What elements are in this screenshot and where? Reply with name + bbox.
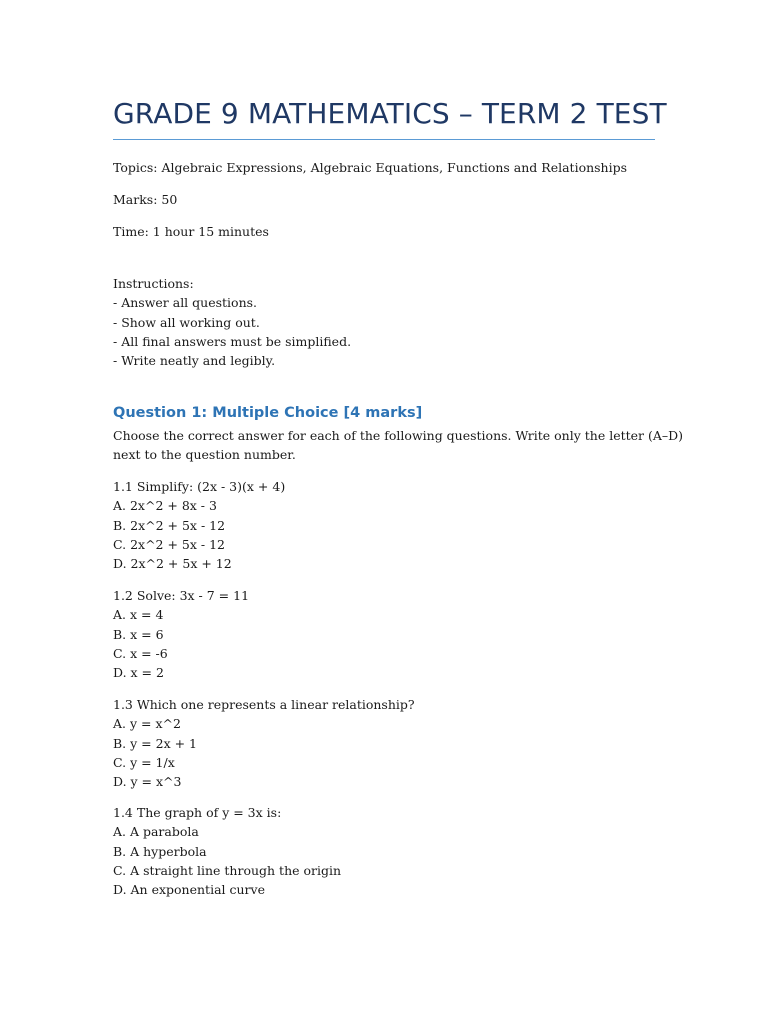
answer-option-b: B. x = 6 — [113, 626, 164, 642]
question-prompt: 1.2 Solve: 3x - 7 = 11 — [113, 588, 250, 603]
question-1-heading: Question 1: Multiple Choice [4 marks] — [113, 405, 423, 421]
answer-option-c: C. x = -6 — [113, 645, 168, 661]
instructions-block — [113, 274, 351, 370]
title-underline — [113, 139, 655, 140]
answer-option-c: C. 2x^2 + 5x - 12 — [113, 536, 225, 552]
answer-option-a: A. x = 4 — [113, 607, 164, 623]
answer-option-c: C. y = 1/x — [113, 754, 175, 770]
document-title: GRADE 9 MATHEMATICS – TERM 2 TEST — [113, 97, 667, 130]
instructions-heading: Instructions: — [113, 276, 194, 291]
instruction-item: - Show all working out. — [113, 314, 260, 330]
instruction-item: - Answer all questions. — [113, 295, 258, 311]
question-prompt: 1.4 The graph of y = 3x is: — [113, 805, 282, 820]
question-1-1 — [113, 477, 285, 573]
answer-option-b: B. y = 2x + 1 — [113, 735, 197, 751]
question-1-intro — [113, 426, 683, 465]
answer-option-a: A. y = x^2 — [113, 716, 181, 732]
intro-line: next to the question number. — [113, 447, 296, 463]
answer-option-d: D. An exponential curve — [113, 882, 265, 898]
question-prompt: 1.1 Simplify: (2x - 3)(x + 4) — [113, 479, 286, 494]
answer-option-d: D. x = 2 — [113, 665, 164, 681]
answer-option-d: D. y = x^3 — [113, 774, 182, 790]
question-1-2 — [113, 586, 249, 682]
answer-option-b: B. 2x^2 + 5x - 12 — [113, 517, 226, 533]
answer-option-a: A. 2x^2 + 8x - 3 — [113, 498, 217, 514]
answer-option-d: D. 2x^2 + 5x + 12 — [113, 556, 232, 572]
question-prompt: 1.3 Which one represents a linear relationship? — [113, 697, 415, 712]
instruction-item: - Write neatly and legibly. — [113, 353, 276, 369]
question-1-4 — [113, 803, 341, 899]
answer-option-a: A. A parabola — [113, 824, 199, 840]
time-line: Time: 1 hour 15 minutes — [113, 224, 269, 239]
instruction-item: - All final answers must be simplified. — [113, 333, 352, 349]
answer-option-b: B. A hyperbola — [113, 843, 207, 859]
answer-option-c: C. A straight line through the origin — [113, 862, 342, 878]
marks-line: Marks: 50 — [113, 192, 178, 207]
topics-line: Topics: Algebraic Expressions, Algebraic Equations, Functions and Relationships — [113, 160, 628, 175]
intro-line: Choose the correct answer for each of the following questions. Write only the letter (A–D) — [113, 428, 684, 443]
question-1-3 — [113, 695, 415, 791]
